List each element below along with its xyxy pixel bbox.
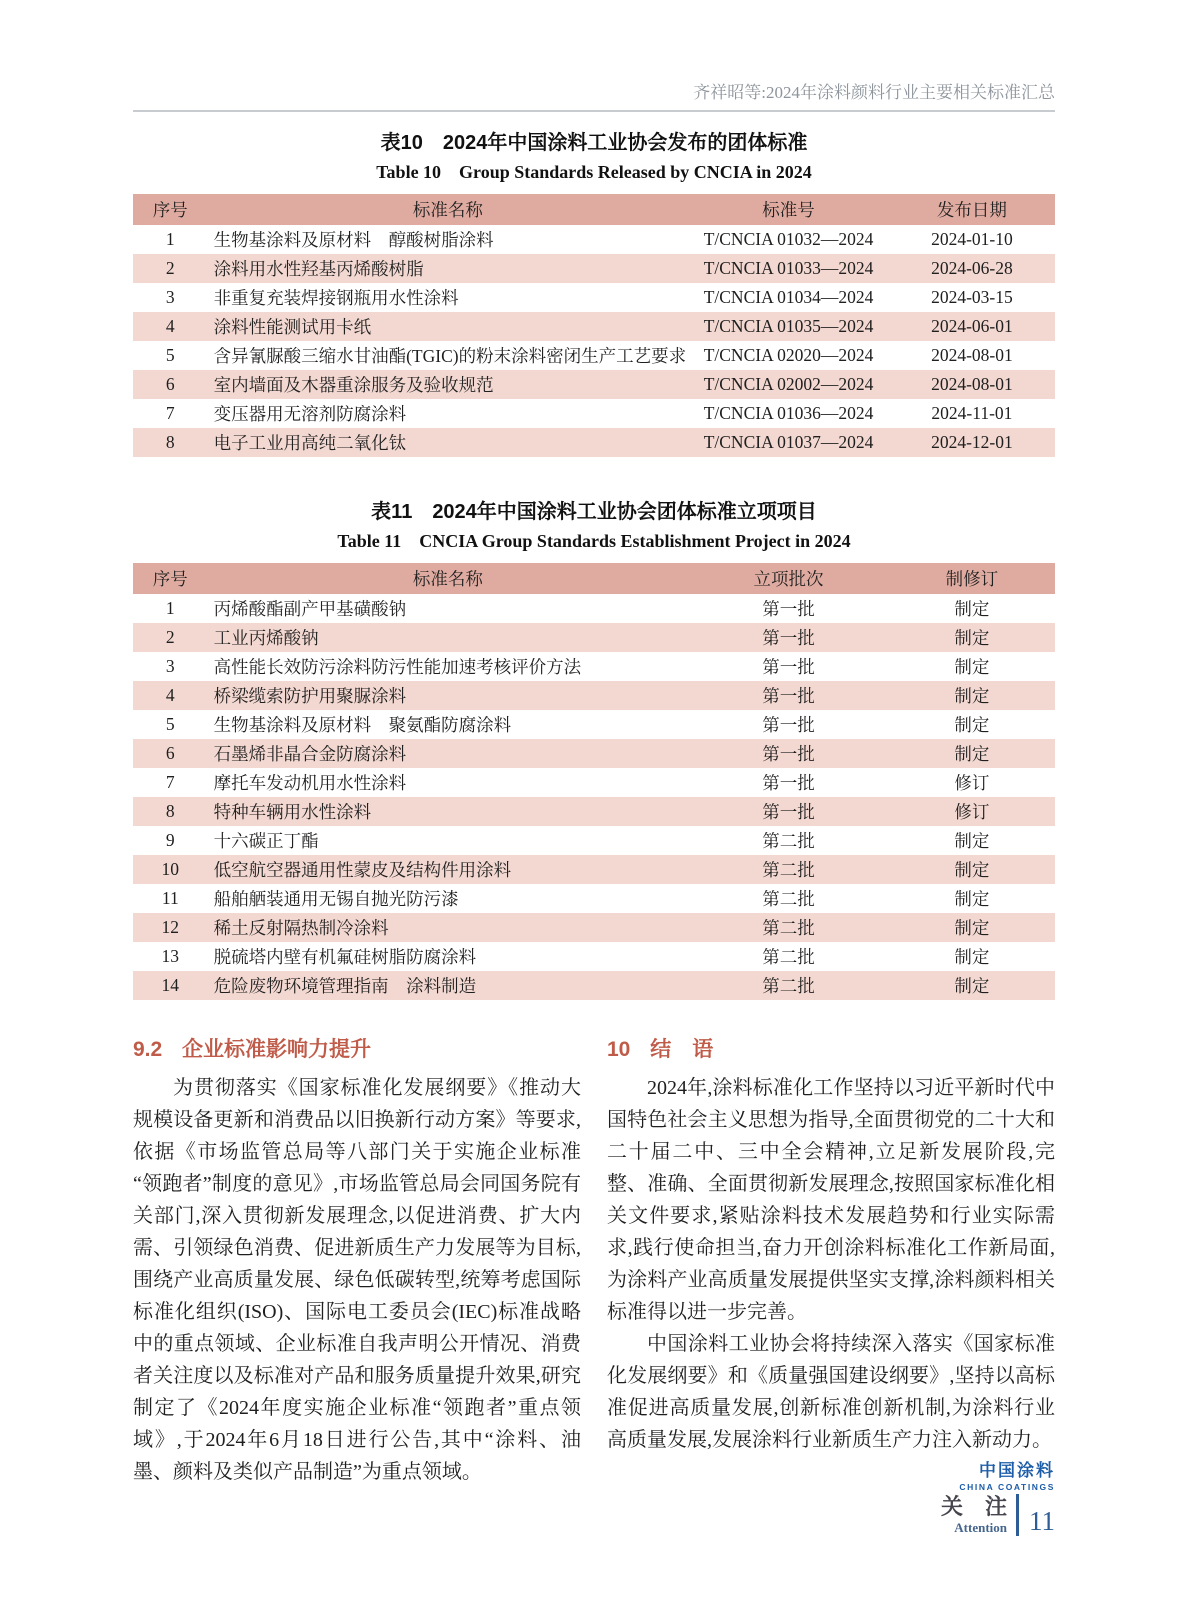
table-row xyxy=(133,855,1055,884)
table-cell: 5 xyxy=(165,714,175,734)
table-cell: T/CNCIA 01036—2024 xyxy=(703,403,874,423)
table-cell: 9 xyxy=(165,830,175,850)
table-cell: 低空航空器通用性蒙皮及结构件用涂料 xyxy=(213,860,512,880)
table-cell: T/CNCIA 02020—2024 xyxy=(703,345,874,365)
table-cell: 制定 xyxy=(954,889,990,909)
section-10-title: 结 语 xyxy=(650,1038,714,1061)
table-cell: 含异氰脲酸三缩水甘油酯(TGIC)的粉末涂料密闭生产工艺要求 xyxy=(213,346,687,366)
table-cell: 7 xyxy=(165,772,175,792)
section-9-2-heading xyxy=(133,1036,581,1064)
section-9-2-title: 企业标准影响力提升 xyxy=(182,1038,372,1061)
table-cell: 特种车辆用水性涂料 xyxy=(213,802,372,822)
table-cell: 2 xyxy=(165,258,175,278)
table-cell: 第一批 xyxy=(762,599,815,619)
table-10-body xyxy=(133,225,1055,457)
table-cell: 3 xyxy=(165,287,175,307)
table-10-header-row xyxy=(133,194,1055,225)
table-row xyxy=(133,370,1055,399)
section-9-2-number: 9.2 xyxy=(133,1038,163,1061)
table-cell: 稀土反射隔热制冷涂料 xyxy=(213,918,389,938)
column-header: 发布日期 xyxy=(889,194,1055,225)
table10-caption-en: Table 10 Group Standards Released by CNCIA in 2024 xyxy=(376,162,812,182)
table-cell: 十六碳正丁酯 xyxy=(213,831,319,851)
footer-divider-bar xyxy=(1016,1494,1019,1536)
table-cell: 第二批 xyxy=(762,889,815,909)
table-row xyxy=(133,797,1055,826)
table-cell: 8 xyxy=(165,432,175,452)
column-header: 标准名称 xyxy=(208,563,689,594)
table-cell: 2024-06-01 xyxy=(931,316,1013,336)
table-cell: T/CNCIA 01034—2024 xyxy=(703,287,874,307)
table-cell: 制定 xyxy=(954,860,990,880)
table-cell: T/CNCIA 01037—2024 xyxy=(703,432,874,452)
table-row xyxy=(133,428,1055,457)
running-title: 齐祥昭等:2024年涂料颜料行业主要相关标准汇总 xyxy=(693,83,1055,102)
table-cell: 2024-12-01 xyxy=(931,432,1013,452)
table-cell: 变压器用无溶剂防腐涂料 xyxy=(213,404,407,424)
table-cell: 7 xyxy=(165,403,175,423)
table-cell: 4 xyxy=(165,685,175,705)
table-row xyxy=(133,341,1055,370)
table-cell: 5 xyxy=(165,345,175,365)
table-cell: 第二批 xyxy=(762,831,815,851)
table-row xyxy=(133,681,1055,710)
table-cell: 室内墙面及木器重涂服务及验收规范 xyxy=(213,375,494,395)
table-cell: 制定 xyxy=(954,947,990,967)
table-cell: T/CNCIA 02002—2024 xyxy=(703,374,874,394)
table-cell: 修订 xyxy=(954,802,990,822)
logo-text-zh: 中国涂料 xyxy=(979,1461,1055,1480)
table-cell: 3 xyxy=(165,656,175,676)
table-cell: 2024-08-01 xyxy=(931,345,1013,365)
table-cell: 制定 xyxy=(954,976,990,996)
table-cell: 11 xyxy=(161,888,179,908)
footer xyxy=(941,1494,1055,1536)
section-10-paragraph-2: 中国涂料工业协会将持续深入落实《国家标准化发展纲要》和《质量强国建设纲要》,坚持以高标准促进高质量发展,创新标准创新机制,为涂料行业高质量发展,发展涂料行业新质生产力注入新动力。 xyxy=(607,1333,1055,1451)
table-cell: 2024-06-28 xyxy=(931,258,1013,278)
table-cell: 2024-08-01 xyxy=(931,374,1013,394)
table-row xyxy=(133,739,1055,768)
table-row xyxy=(133,710,1055,739)
logo-text-en: CHINA COATINGS xyxy=(959,1481,1055,1492)
table-cell: 第一批 xyxy=(762,657,815,677)
table-cell: 制定 xyxy=(954,686,990,706)
table-cell: 6 xyxy=(165,743,175,763)
table-11-body xyxy=(133,594,1055,1000)
section-10-number: 10 xyxy=(607,1038,631,1061)
table10-caption-zh: 表10 2024年中国涂料工业协会发布的团体标准 xyxy=(380,132,808,154)
table-cell: T/CNCIA 01033—2024 xyxy=(703,258,874,278)
table-cell: 1 xyxy=(165,598,175,618)
table-row xyxy=(133,768,1055,797)
table-row xyxy=(133,652,1055,681)
table-cell: 生物基涂料及原材料 聚氨酯防腐涂料 xyxy=(213,715,512,735)
table-cell: 第一批 xyxy=(762,802,815,822)
table-row xyxy=(133,594,1055,623)
table-cell: 13 xyxy=(161,946,180,966)
table-row xyxy=(133,884,1055,913)
table-cell: 10 xyxy=(161,859,180,879)
page-number: 11 xyxy=(1029,1506,1055,1536)
table-row xyxy=(133,312,1055,341)
table-11 xyxy=(133,563,1055,1000)
table-cell: 第一批 xyxy=(762,744,815,764)
table-row xyxy=(133,225,1055,254)
table-cell: 第一批 xyxy=(762,686,815,706)
table-cell: 第二批 xyxy=(762,860,815,880)
table-cell: 丙烯酸酯副产甲基磺酸钠 xyxy=(213,599,407,619)
table-row xyxy=(133,913,1055,942)
table-cell: 电子工业用高纯二氧化钛 xyxy=(213,433,407,453)
table-cell: 高性能长效防污涂料防污性能加速考核评价方法 xyxy=(213,657,582,677)
table-cell: 涂料性能测试用卡纸 xyxy=(213,317,372,337)
table-row xyxy=(133,283,1055,312)
table-cell: 危险废物环境管理指南 涂料制造 xyxy=(213,976,477,996)
table-cell: 第二批 xyxy=(762,976,815,996)
table-cell: 2024-01-10 xyxy=(931,229,1013,249)
column-header: 立项批次 xyxy=(688,563,889,594)
table-row xyxy=(133,254,1055,283)
table-cell: 14 xyxy=(161,975,180,995)
table-cell: 制定 xyxy=(954,628,990,648)
table-row xyxy=(133,942,1055,971)
table-cell: 工业丙烯酸钠 xyxy=(213,628,319,648)
column-header: 序号 xyxy=(133,563,208,594)
table-cell: 制定 xyxy=(954,918,990,938)
table11-caption-en: Table 11 CNCIA Group Standards Establishment Project in 2024 xyxy=(337,531,851,551)
table-row xyxy=(133,971,1055,1000)
table-cell: T/CNCIA 01032—2024 xyxy=(703,229,874,249)
table-cell: 12 xyxy=(161,917,180,937)
table-row xyxy=(133,399,1055,428)
column-header: 制修订 xyxy=(889,563,1055,594)
table-cell: 桥梁缆索防护用聚脲涂料 xyxy=(213,686,407,706)
table-cell: 2024-11-01 xyxy=(931,403,1013,423)
footer-attention-zh: 关 注 xyxy=(940,1494,1007,1519)
column-header: 序号 xyxy=(133,194,208,225)
china-coatings-logo xyxy=(607,1462,1055,1492)
table11-caption-zh: 表11 2024年中国涂料工业协会团体标准立项项目 xyxy=(371,501,817,523)
table-cell: 制定 xyxy=(954,599,990,619)
table-cell: 制定 xyxy=(954,657,990,677)
table-cell: 制定 xyxy=(954,715,990,735)
right-column xyxy=(607,1036,1055,1492)
table-cell: 涂料用水性羟基丙烯酸树脂 xyxy=(213,259,424,279)
table-10 xyxy=(133,194,1055,457)
table-cell: T/CNCIA 01035—2024 xyxy=(703,316,874,336)
page-content xyxy=(133,130,1055,1492)
table-cell: 2 xyxy=(165,627,175,647)
table-cell: 第一批 xyxy=(762,628,815,648)
table-cell: 非重复充装焊接钢瓶用水性涂料 xyxy=(213,288,459,308)
table-cell: 1 xyxy=(165,229,175,249)
section-10-heading xyxy=(607,1036,1055,1064)
table-cell: 制定 xyxy=(954,744,990,764)
section-10-paragraph-1: 2024年,涂料标准化工作坚持以习近平新时代中国特色社会主义思想为指导,全面贯彻党的二十大和二十届二中、三中全会精神,立足新发展阶段,完整、准确、全面贯彻新发展理念,按照国家标准化相关文件要求,紧贴涂料技术发展趋势和行业实际需求,践行使命担当,奋力开创涂料标准化工作新局面,为涂料产业高质量发展提供坚实支撑,涂料颜料相关标准得以进一步完善。 xyxy=(607,1077,1055,1323)
table-11-header-row xyxy=(133,563,1055,594)
table-row xyxy=(133,826,1055,855)
table-cell: 2024-03-15 xyxy=(931,287,1013,307)
table-cell: 摩托车发动机用水性涂料 xyxy=(213,773,407,793)
table-cell: 船舶舾装通用无锡自抛光防污漆 xyxy=(213,889,459,909)
left-column xyxy=(133,1036,581,1492)
table-cell: 生物基涂料及原材料 醇酸树脂涂料 xyxy=(213,230,494,250)
footer-attention-block xyxy=(941,1494,1007,1536)
table-cell: 第一批 xyxy=(762,773,815,793)
column-header: 标准名称 xyxy=(208,194,689,225)
table-cell: 8 xyxy=(165,801,175,821)
table-cell: 制定 xyxy=(954,831,990,851)
table-cell: 第二批 xyxy=(762,918,815,938)
section-9-2-paragraph: 为贯彻落实《国家标准化发展纲要》《推动大规模设备更新和消费品以旧换新行动方案》等要求,依据《市场监管总局等八部门关于实施企业标准“领跑者”制度的意见》,市场监管总局会同国务院有关部门,深入贯彻新发展理念,以促进消费、扩大内需、引领绿色消费、促进新质生产力发展等为目标,围绕产业高质量发展、绿色低碳转型,统筹考虑国际标准化组织(ISO)、国际电工委员会(IEC)标准战略中的重点领域、企业标准自我声明公开情况、消费者关注度以及标准对产品和服务质量提升效果,研究制定了《2024年度实施企业标准“领跑者”重点领域》,于2024年6月18日进行公告,其中“涂料、油墨、颜料及类似产品制造”为重点领域。 xyxy=(133,1077,581,1483)
table-cell: 6 xyxy=(165,374,175,394)
table-row xyxy=(133,623,1055,652)
table-cell: 修订 xyxy=(954,773,990,793)
table-cell: 脱硫塔内壁有机氟硅树脂防腐涂料 xyxy=(213,947,477,967)
body-columns xyxy=(133,1036,1055,1492)
table-cell: 4 xyxy=(165,316,175,336)
footer-attention-en: Attention xyxy=(954,1520,1007,1535)
running-header xyxy=(133,78,1055,112)
table-cell: 第一批 xyxy=(762,715,815,735)
column-header: 标准号 xyxy=(688,194,889,225)
table-cell: 石墨烯非晶合金防腐涂料 xyxy=(213,744,407,764)
table-cell: 第二批 xyxy=(762,947,815,967)
